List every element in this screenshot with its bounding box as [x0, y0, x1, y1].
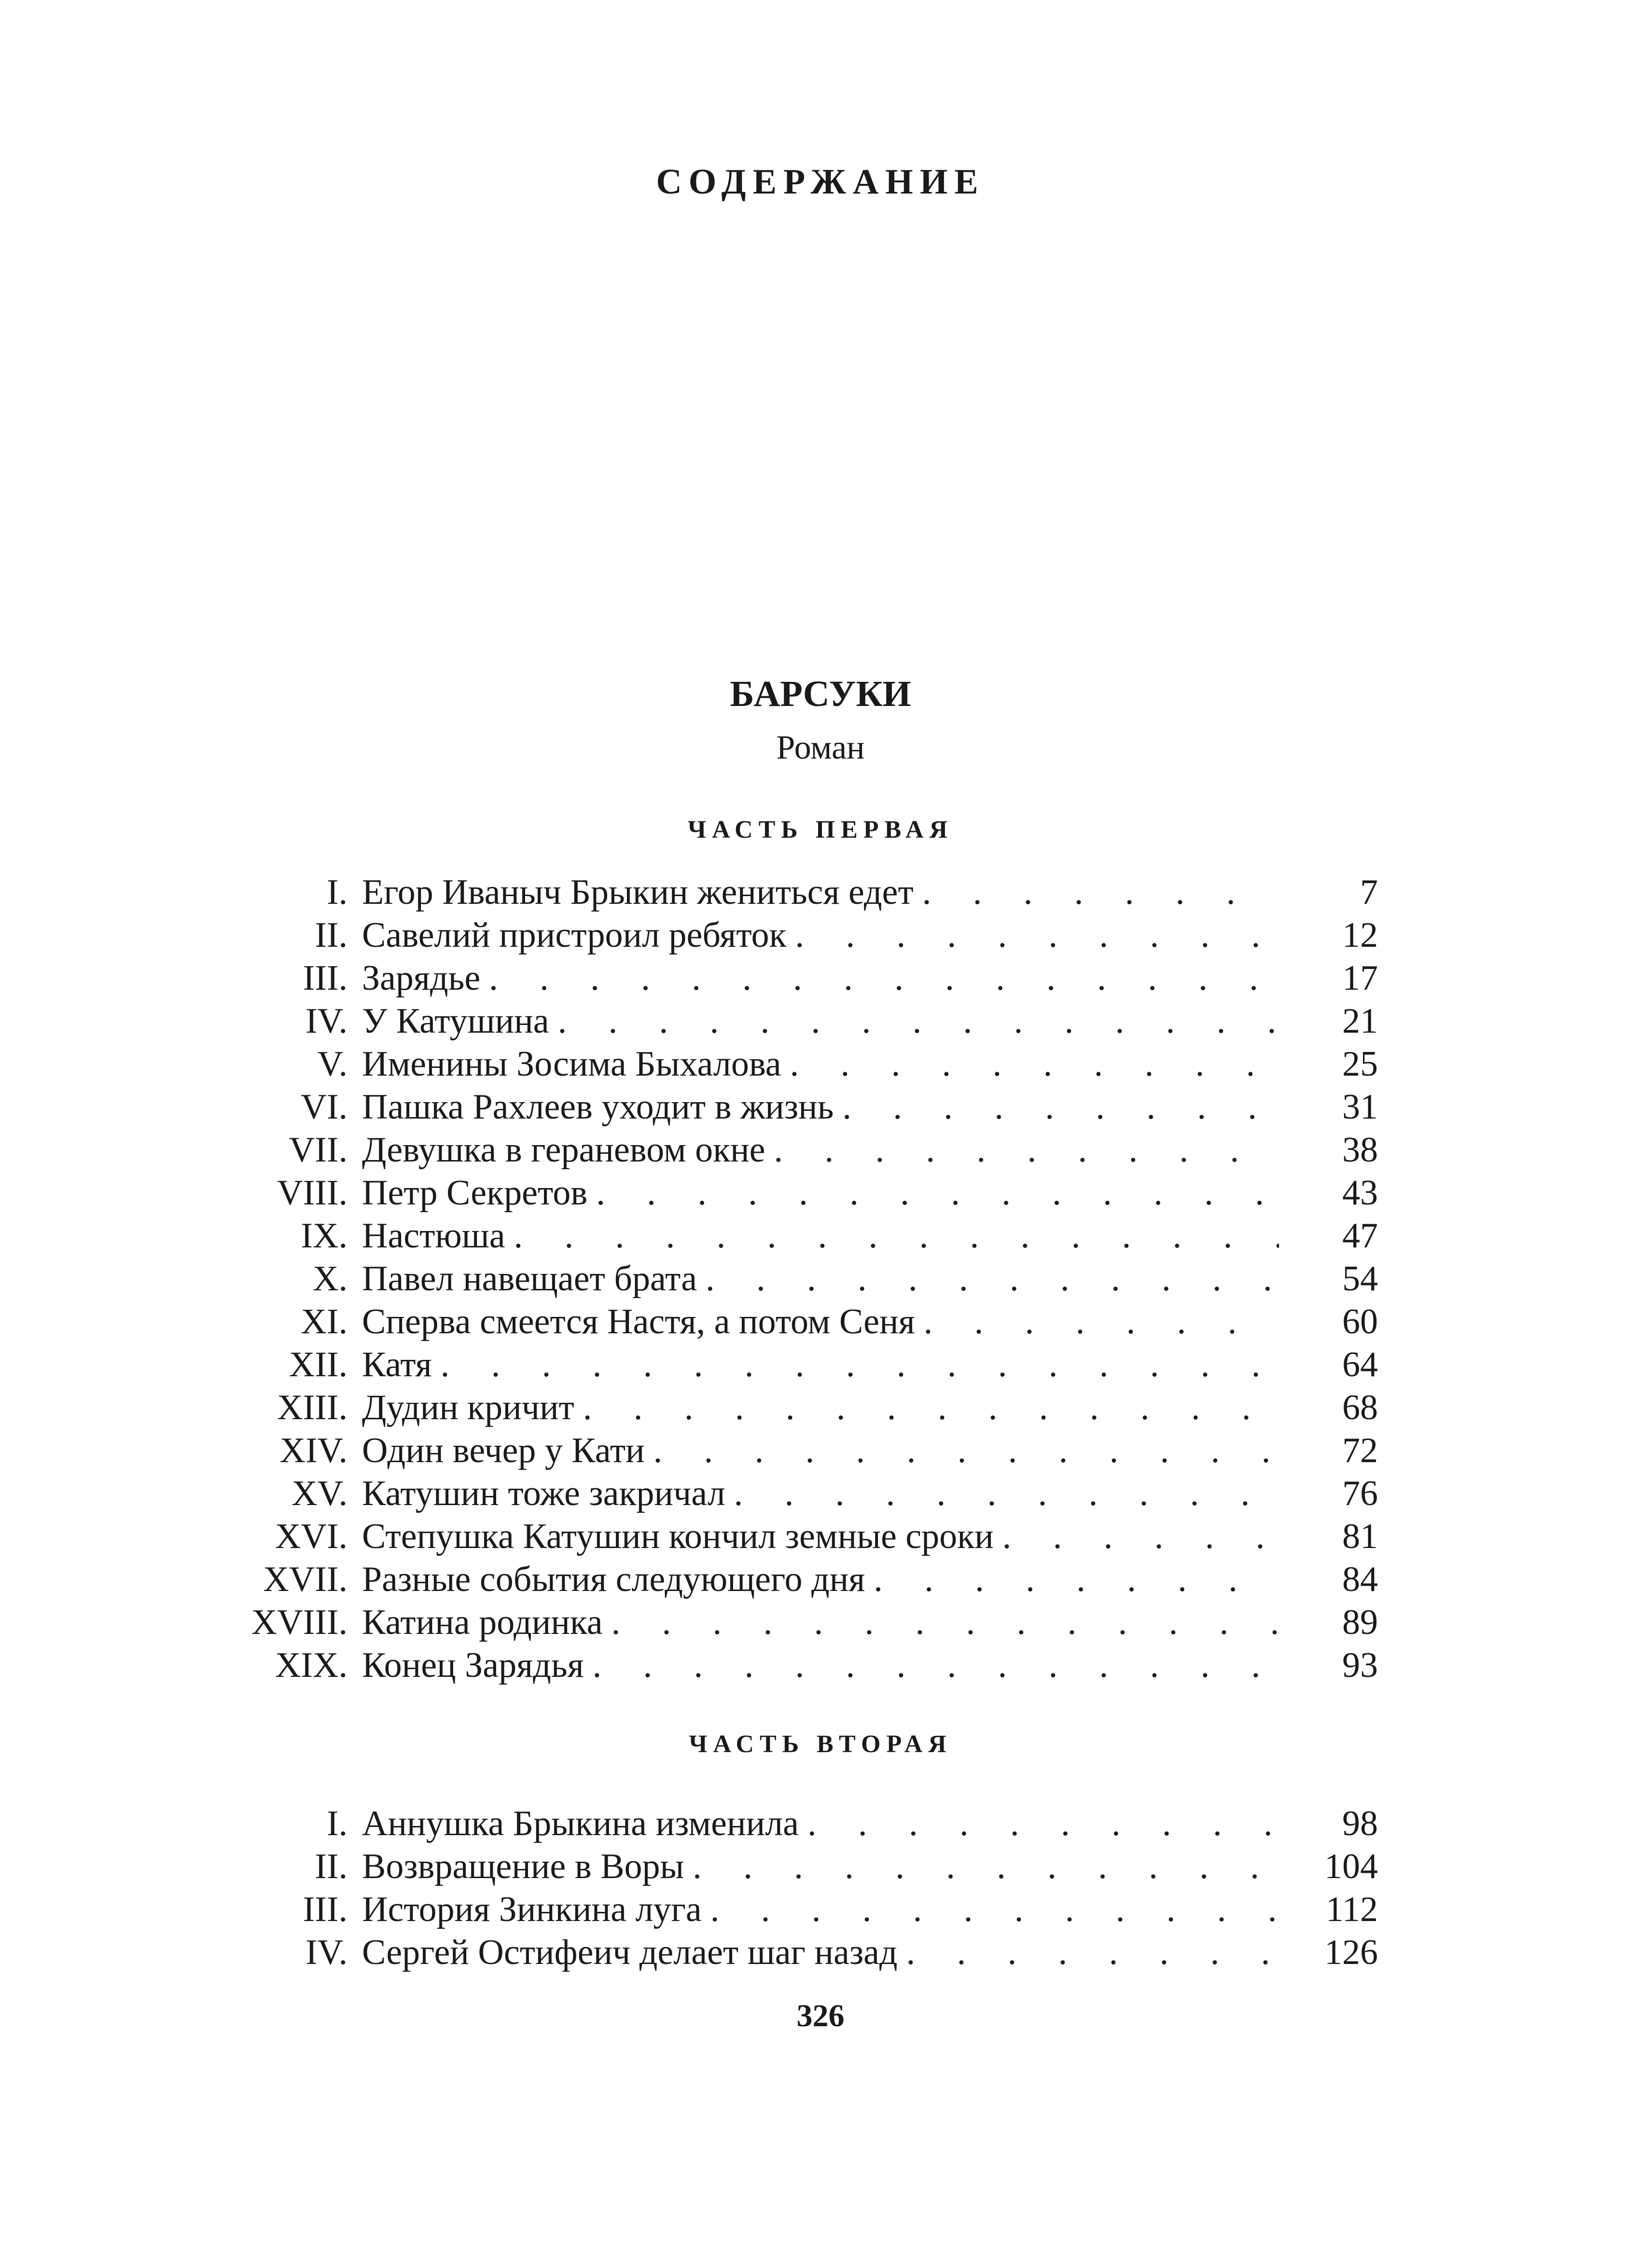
chapter-number: XV. [292, 1474, 348, 1513]
chapter-page: 84 [1342, 1560, 1378, 1599]
chapter-title: Савелий пристроил ребяток [362, 914, 795, 957]
toc-entry [0, 1802, 1641, 1845]
chapter-number: XVIII. [251, 1603, 348, 1642]
chapter-title-with-leader [362, 1000, 1279, 1043]
chapter-number: IV. [305, 1001, 348, 1041]
chapter-title: Катина родинка [362, 1601, 612, 1644]
chapter-page: 31 [1342, 1087, 1378, 1127]
toc-entry [0, 1515, 1641, 1558]
toc-entry [0, 871, 1641, 914]
chapter-page: 7 [1360, 872, 1378, 912]
chapter-title: Степушка Катушин кончил земные сроки [362, 1515, 1002, 1558]
chapter-title-with-leader [362, 1845, 1279, 1888]
chapter-number: IX. [301, 1216, 348, 1256]
chapter-page: 98 [1342, 1804, 1378, 1843]
work-subtitle: Роман [776, 729, 865, 766]
chapter-title: Именины Зосима Быхалова [362, 1043, 790, 1086]
toc-entry [0, 1601, 1641, 1644]
dot-leader [558, 1000, 1279, 1043]
chapter-title: Разные события следующего дня [362, 1558, 874, 1601]
chapter-number: I. [326, 872, 348, 912]
chapter-page: 17 [1342, 958, 1378, 998]
dot-leader [874, 1558, 1279, 1601]
dot-leader [774, 1129, 1279, 1172]
chapter-title-with-leader [362, 1086, 1279, 1129]
dot-leader [706, 1258, 1279, 1300]
chapter-title-with-leader [362, 1888, 1279, 1931]
chapter-number: I. [326, 1804, 348, 1843]
chapter-page: 68 [1342, 1388, 1378, 1427]
chapter-title-with-leader [362, 871, 1279, 914]
chapter-title: Петр Секретов [362, 1172, 596, 1215]
toc-entry [0, 1172, 1641, 1215]
chapter-page: 47 [1342, 1216, 1378, 1256]
chapter-title-with-leader [362, 1043, 1279, 1086]
toc-entry [0, 1043, 1641, 1086]
chapter-title-with-leader [362, 1172, 1279, 1215]
toc-entry [0, 1086, 1641, 1129]
toc-entry [0, 1888, 1641, 1931]
chapter-page: 76 [1342, 1474, 1378, 1513]
dot-leader [795, 914, 1279, 957]
dot-leader [807, 1802, 1279, 1845]
toc-entry [0, 1215, 1641, 1258]
chapter-title: Зарядье [362, 957, 489, 1000]
chapter-page: 43 [1342, 1173, 1378, 1213]
chapter-number: XIV. [279, 1431, 348, 1470]
chapter-title-with-leader [362, 1258, 1279, 1300]
chapter-page: 81 [1342, 1517, 1378, 1556]
chapter-title: Павел навещает брата [362, 1258, 706, 1300]
dot-leader [906, 1931, 1279, 1974]
chapter-number: XIX. [275, 1646, 348, 1685]
chapter-number: X. [313, 1259, 348, 1299]
toc-entry [0, 1343, 1641, 1386]
chapter-title: Возвращение в Воры [362, 1845, 693, 1888]
chapter-title: Дудин кричит [362, 1386, 583, 1429]
chapter-number: XI. [301, 1302, 348, 1341]
dot-leader [734, 1472, 1279, 1515]
toc-entry [0, 1386, 1641, 1429]
chapter-page: 54 [1342, 1259, 1378, 1299]
dot-leader [693, 1845, 1279, 1888]
work-title: БАРСУКИ [730, 674, 911, 714]
chapter-title: История Зинкина луга [362, 1888, 710, 1931]
toc-entry [0, 1000, 1641, 1043]
chapter-page: 64 [1342, 1345, 1378, 1384]
toc-entry [0, 914, 1641, 957]
chapter-title: У Катушина [362, 1000, 558, 1043]
part-one-toc [0, 871, 1641, 1687]
chapter-title-with-leader [362, 1558, 1279, 1601]
part-two-heading: ЧАСТЬ ВТОРАЯ [689, 1730, 952, 1758]
chapter-title-with-leader [362, 1215, 1279, 1258]
part-one-heading: ЧАСТЬ ПЕРВАЯ [687, 816, 954, 844]
chapter-title-with-leader [362, 1343, 1279, 1386]
chapter-title-with-leader [362, 1931, 1279, 1974]
dot-leader [583, 1386, 1279, 1429]
dot-leader [593, 1644, 1279, 1687]
chapter-page: 21 [1342, 1001, 1378, 1041]
chapter-title-with-leader [362, 957, 1279, 1000]
dot-leader [514, 1215, 1279, 1258]
toc-entry [0, 1429, 1641, 1472]
dot-leader [596, 1172, 1279, 1215]
chapter-title: Егор Иваныч Брыкин жениться едет [362, 871, 922, 914]
chapter-number: VI. [301, 1087, 348, 1127]
toc-entry [0, 1258, 1641, 1300]
part-two-toc [0, 1802, 1641, 1974]
chapter-title: Сперва смеется Настя, а потом Сеня [362, 1300, 924, 1343]
chapter-title: Катя [362, 1343, 441, 1386]
toc-entry [0, 1644, 1641, 1687]
chapter-title: Девушка в гераневом окне [362, 1129, 774, 1172]
dot-leader [924, 1300, 1279, 1343]
dot-leader [790, 1043, 1279, 1086]
chapter-title-with-leader [362, 1515, 1279, 1558]
chapter-title-with-leader [362, 1601, 1279, 1644]
chapter-page: 60 [1342, 1302, 1378, 1341]
chapter-title: Один вечер у Кати [362, 1429, 654, 1472]
chapter-number: XVI. [275, 1517, 348, 1556]
chapter-page: 93 [1342, 1646, 1378, 1685]
toc-entry [0, 957, 1641, 1000]
chapter-title-with-leader [362, 1802, 1279, 1845]
chapter-title-with-leader [362, 914, 1279, 957]
toc-entry [0, 1129, 1641, 1172]
dot-leader [612, 1601, 1279, 1644]
chapter-page: 25 [1342, 1044, 1378, 1084]
dot-leader [654, 1429, 1279, 1472]
chapter-number: III. [303, 958, 348, 998]
toc-entry [0, 1558, 1641, 1601]
chapter-page: 104 [1324, 1847, 1378, 1886]
chapter-title: Настюша [362, 1215, 514, 1258]
chapter-number: V. [317, 1044, 348, 1084]
chapter-page: 89 [1342, 1603, 1378, 1642]
dot-leader [1002, 1515, 1279, 1558]
dot-leader [489, 957, 1279, 1000]
chapter-page: 112 [1325, 1890, 1378, 1929]
chapter-number: II. [315, 915, 348, 955]
chapter-title-with-leader [362, 1300, 1279, 1343]
chapter-title: Сергей Остифеич делает шаг назад [362, 1931, 906, 1974]
toc-entry [0, 1472, 1641, 1515]
chapter-number: XVII. [263, 1560, 348, 1599]
toc-entry [0, 1845, 1641, 1888]
chapter-title: Пашка Рахлеев уходит в жизнь [362, 1086, 842, 1129]
toc-entry [0, 1300, 1641, 1343]
chapter-page: 12 [1342, 915, 1378, 955]
dot-leader [922, 871, 1279, 914]
chapter-number: III. [303, 1890, 348, 1929]
chapter-title-with-leader [362, 1472, 1279, 1515]
chapter-number: IV. [305, 1933, 348, 1972]
chapter-title-with-leader [362, 1644, 1279, 1687]
page-number: 326 [796, 1998, 845, 2033]
chapter-number: VII. [289, 1130, 348, 1170]
chapter-number: XIII. [277, 1388, 348, 1427]
chapter-title-with-leader [362, 1386, 1279, 1429]
chapter-page: 72 [1342, 1431, 1378, 1470]
chapter-page: 38 [1342, 1130, 1378, 1170]
chapter-title-with-leader [362, 1429, 1279, 1472]
contents-heading: СОДЕРЖАНИЕ [656, 162, 985, 202]
chapter-page: 126 [1324, 1933, 1378, 1972]
toc-entry [0, 1931, 1641, 1974]
dot-leader [441, 1343, 1279, 1386]
chapter-title: Конец Зарядья [362, 1644, 593, 1687]
chapter-title: Аннушка Брыкина изменила [362, 1802, 807, 1845]
dot-leader [842, 1086, 1279, 1129]
chapter-number: XII. [289, 1345, 348, 1384]
dot-leader [710, 1888, 1279, 1931]
chapter-number: VIII. [277, 1173, 348, 1213]
chapter-title-with-leader [362, 1129, 1279, 1172]
chapter-number: II. [315, 1847, 348, 1886]
chapter-title: Катушин тоже закричал [362, 1472, 734, 1515]
